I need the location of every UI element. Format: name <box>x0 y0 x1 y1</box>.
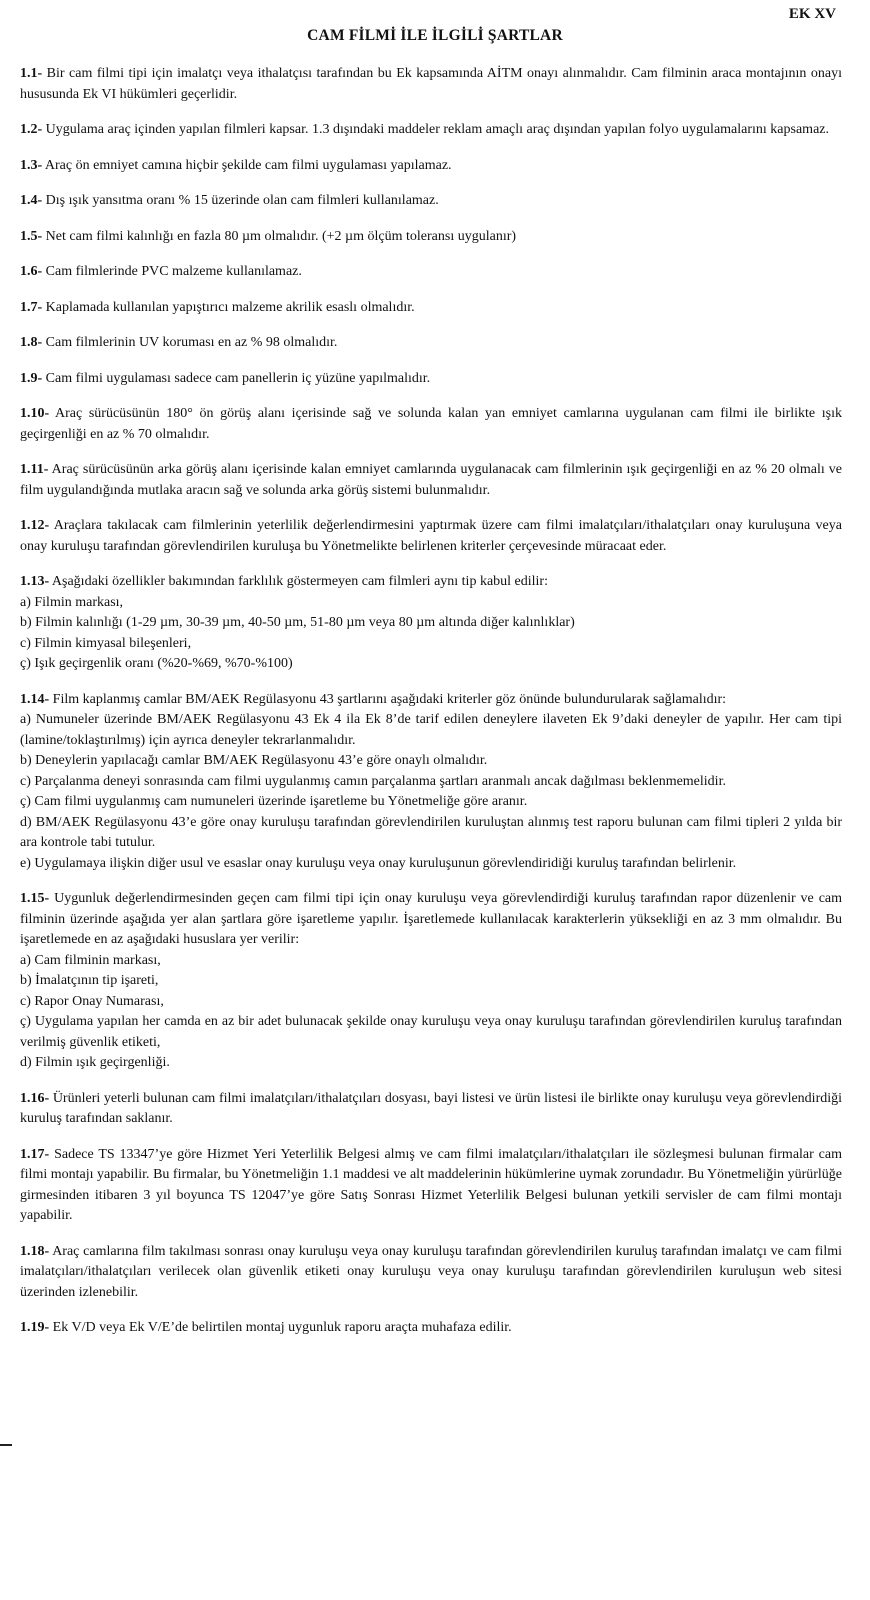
list-item: b) İmalatçının tip işareti, <box>20 973 159 988</box>
clause-1-3 <box>20 156 842 177</box>
clause-number: 1.14- <box>20 691 50 707</box>
clause-text: Cam filmlerinde PVC malzeme kullanılamaz. <box>45 264 302 279</box>
clause-number: 1.8- <box>20 335 43 350</box>
clause-1-2 <box>20 120 842 141</box>
clause-1-6 <box>20 262 842 283</box>
clause-text: Bir cam filmi tipi için imalatçı veya ithalatçısı tarafından bu Ek kapsamında AİTM onayı alınmalıdır. Cam filminin araca montajının onayı hususunda Ek VI hükümleri geçerlidir. <box>20 66 843 102</box>
annex-label: EK XV <box>788 6 836 22</box>
clause-text: Araç sürücüsünün arka görüş alanı içerisinde kalan emniyet camlarında uygulanacak cam filmlerinin ışık geçirgenliği en az % 20 olmalı ve film uygulandığında mutlaka aracın sağ ve solunda arka görüş sistemi bulunmalıdır. <box>20 462 842 498</box>
clause-1-12 <box>20 516 842 557</box>
clause-text: Araç sürücüsünün 180° ön görüş alanı içerisinde sağ ve solunda kalan yan emniyet camlarına uygulanan cam filmi ile birlikte ışık geçirgenliği en az % 70 olmalıdır. <box>20 406 842 442</box>
list-item: c) Parçalanma deneyi sonrasında cam filmi uygulanmış camın parçalanma şartları aranmalı ancak dağılması beklenmemelidir. <box>20 773 726 789</box>
clause-text: Kaplamada kullanılan yapıştırıcı malzeme akrilik esaslı olmalıdır. <box>45 299 415 315</box>
clause-text: Dış ışık yansıtma oranı % 15 üzerinde olan cam filmleri kullanılamaz. <box>45 193 439 208</box>
clause-number: 1.15- <box>20 891 50 906</box>
list-item: ç) Cam filmi uygulanmış cam numuneleri üzerinde işaretleme bu Yönetmeliğe göre aranır. <box>20 794 528 809</box>
clause-number: 1.16- <box>20 1090 50 1106</box>
clause-text: Ek V/D veya Ek V/E’de belirtilen montaj uygunluk raporu araçta muhafaza edilir. <box>52 1320 512 1335</box>
clause-number: 1.5- <box>20 228 43 244</box>
list-item: ç) Uygulama yapılan her camda en az bir adet bulunacak şekilde onay kuruluşu veya onay kuruluşu tarafından görevlendirilen kuruluş tarafından verilmiş güvenlik etiketi, <box>20 1014 842 1050</box>
clause-number: 1.9- <box>20 370 43 386</box>
list-item: d) Filmin ışık geçirgenliği. <box>20 1055 170 1070</box>
list-item: c) Filmin kimyasal bileşenleri, <box>20 635 192 651</box>
clause-1-11 <box>20 460 842 501</box>
clause-text: Araç camlarına film takılması sonrası onay kuruluşu veya onay kuruluşu tarafından görevlendirilen kuruluş tarafından imalatçı ve cam filmi imalatçıları/ithalatçıları verilecek olan güvenlik etiketi onay kuruluşu veya onay kuruluşu tarafından görevlendirilen kuruluşun web sitesi üzerinden izlenebilir. <box>20 1243 842 1300</box>
clause-number: 1.17- <box>20 1146 50 1162</box>
list-item: e) Uygulamaya ilişkin diğer usul ve esaslar onay kuruluşu veya onay kuruluşunun görevlendiridiği kuruluş tarafından belirlenir. <box>20 855 737 871</box>
clause-number: 1.10- <box>20 406 50 421</box>
clause-text: Araç ön emniyet camına hiçbir şekilde cam filmi uygulaması yapılamaz. <box>44 157 452 173</box>
clause-number: 1.11- <box>20 462 49 477</box>
clause-1-7 <box>20 298 842 319</box>
clause-text: Net cam filmi kalınlığı en fazla 80 µm olmalıdır. (+2 µm ölçüm toleransı uygulanır) <box>45 228 517 244</box>
clause-1-10 <box>20 404 842 445</box>
clause-text: Uygunluk değerlendirmesinden geçen cam filmi tipi için onay kuruluşu veya görevlendirdiği kuruluş tarafından rapor düzenlenir ve cam filminin üzerinde aşağıda yer alan şartlara göre işaretleme yapılır. İşaretlemede kullanılacak karakterlerin yüksekliği en az 3 mm olmalıdır. Bu işaretlemede en az aşağıdaki hususlara yer verilir: <box>20 891 843 947</box>
list-item: b) Filmin kalınlığı (1-29 µm, 30-39 µm, 40-50 µm, 51-80 µm veya 80 µm altında diğer kalınlıklar) <box>20 615 575 630</box>
clause-1-9 <box>20 369 842 390</box>
list-item: d) BM/AEK Regülasyonu 43’e göre onay kuruluşu tarafından görevlendirilen kuruluştan alınmış test raporu bulunan cam filmi tipleri 2 yılda bir ara kontrole tabi tutulur. <box>20 814 842 850</box>
margin-mark <box>0 1444 12 1446</box>
clause-1-8 <box>20 333 842 354</box>
clause-1-5 <box>20 227 842 248</box>
clause-1-15 <box>20 889 842 1074</box>
clause-text: Cam filmi uygulaması sadece cam panellerin iç yüzüne yapılmalıdır. <box>45 370 431 386</box>
clause-1-17 <box>20 1145 842 1227</box>
list-item: a) Numuneler üzerinde BM/AEK Regülasyonu 43 Ek 4 ila Ek 8’de tarif edilen deneylere ilaveten Ek 9’daki deneyler de yapılır. Her cam tipi (lamine/toklaştırılmış) için ayrıca deneyler tekrarlanmalıdır. <box>20 712 842 748</box>
clause-text: Cam filmlerinin UV koruması en az % 98 olmalıdır. <box>45 335 338 350</box>
clause-number: 1.18- <box>20 1243 50 1259</box>
clause-1-13 <box>20 572 842 675</box>
clause-text: Uygulama araç içinden yapılan filmleri kapsar. 1.3 dışındaki maddeler reklam amaçlı araç dışından yapılan folyo uygulamalarını kapsamaz. <box>45 122 830 137</box>
clause-number: 1.7- <box>20 299 43 315</box>
clause-1-1 <box>20 64 842 105</box>
clause-number: 1.3- <box>20 157 43 173</box>
clause-text: Aşağıdaki özellikler bakımından farklılık göstermeyen cam filmleri aynı tip kabul edilir: <box>51 574 548 589</box>
clause-number: 1.12- <box>20 518 50 533</box>
page-title: CAM FİLMİ İLE İLGİLİ ŞARTLAR <box>307 27 563 44</box>
list-item: a) Cam filminin markası, <box>20 952 161 968</box>
clause-number: 1.1- <box>20 66 43 81</box>
clause-number: 1.19- <box>20 1320 50 1335</box>
clause-number: 1.13- <box>20 574 50 589</box>
clause-text: Sadece TS 13347’ye göre Hizmet Yeri Yeterlilik Belgesi almış ve cam filmi imalatçıları/ithalatçıları ile sözleşmesi bulunan firmalar cam filmi montajı yapabilir. Bu firmalar, bu Yönetmeliğin 1.1 maddesi ve alt maddelerinin hükümlerine uymak zorundadır. Bu Yönetmeliğin yürürlüğe girmesinden itibaren 3 yıl boyunca TS 12047’ye göre Satış Sonrası Hizmet Yeterlilik Belgesi bulunan yetkili servisler de cam filmi montajı yapabilir. <box>20 1146 843 1223</box>
clause-number: 1.6- <box>20 264 43 279</box>
clause-number: 1.4- <box>20 193 43 208</box>
clause-1-14 <box>20 690 842 875</box>
list-item: a) Filmin markası, <box>20 594 124 610</box>
clause-1-19 <box>20 1318 842 1339</box>
list-item: c) Rapor Onay Numarası, <box>20 993 164 1009</box>
clause-1-18 <box>20 1242 842 1304</box>
clause-list <box>20 64 842 1354</box>
clause-text: Araçlara takılacak cam filmlerinin yeterlilik değerlendirmesini yaptırmak üzere cam filmi imalatçıları/ithalatçıları onay kuruluşuna veya onay kuruluşu tarafından görevlendirilen kuruluşa bu Yönetmelikte belirlenen kriterler çerçevesinde müracaat eder. <box>20 518 842 554</box>
clause-number: 1.2- <box>20 122 43 137</box>
clause-text: Film kaplanmış camlar BM/AEK Regülasyonu 43 şartlarını aşağıdaki kriterler göz önünde bulundurularak sağlamalıdır: <box>52 691 727 707</box>
clause-1-16 <box>20 1089 842 1130</box>
clause-1-4 <box>20 191 842 212</box>
clause-text: Ürünleri yeterli bulunan cam filmi imalatçıları/ithalatçıları dosyası, bayi listesi ve ürün listesi ile birlikte onay kuruluşu veya görevlendirdiği kuruluş tarafından saklanır. <box>20 1090 843 1126</box>
list-item: ç) Işık geçirgenlik oranı (%20-%69, %70-%100) <box>20 656 293 671</box>
list-item: b) Deneylerin yapılacağı camlar BM/AEK Regülasyonu 43’e göre onaylı olmalıdır. <box>20 753 488 768</box>
